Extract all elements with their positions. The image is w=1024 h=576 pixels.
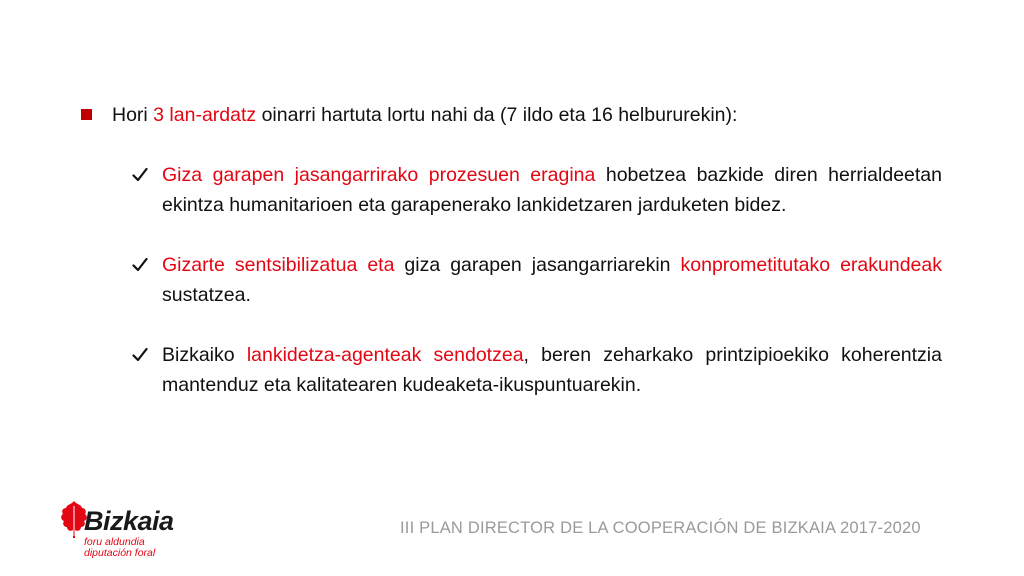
list-item-text-middle: giza garapen jasangarriarekin — [394, 254, 681, 276]
main-bullet-highlight: 3 lan-ardatz — [153, 104, 257, 126]
list-item-highlight: Giza garapen jasangarrirako prozesuen eragina — [162, 164, 596, 186]
checkmark-icon — [132, 160, 162, 190]
checkmark-icon — [132, 250, 162, 280]
main-bullet-part1: Hori — [112, 104, 154, 126]
list-item-text-after: sustatzea. — [162, 284, 251, 306]
list-item-text — [162, 160, 942, 220]
checkmark-icon — [132, 340, 162, 370]
list-item — [132, 250, 942, 310]
footer-title: III PLAN DIRECTOR DE LA COOPERACIÓN DE BIZKAIA 2017-2020 — [400, 519, 921, 537]
list-item-text — [162, 340, 942, 400]
bizkaia-logo — [60, 500, 220, 560]
logo-subtitle-basque: foru aldundia — [84, 536, 145, 548]
square-bullet-icon — [81, 109, 92, 120]
list-item-text — [162, 250, 942, 310]
list-item-text-before: Bizkaiko — [162, 344, 247, 366]
list-item-highlight: Gizarte sentsibilizatua eta — [162, 254, 395, 276]
logo-wordmark: Bizkaia — [84, 506, 174, 536]
main-bullet-text — [112, 100, 737, 130]
main-bullet — [81, 100, 737, 130]
logo-subtitle-spanish: diputación foral — [84, 547, 156, 559]
list-item — [132, 340, 942, 400]
list-item-highlight-2: konprometitutako erakundeak — [680, 254, 942, 276]
sub-bullet-list — [132, 160, 942, 430]
list-item-text-after: , beren zeharkako printzipioekiko koherentzia mantenduz eta kalitatearen kudeaketa-ikuspuntuarekin. — [162, 344, 942, 396]
list-item-highlight: lankidetza-agenteak sendotzea — [246, 344, 524, 366]
list-item-text-after: hobetzea bazkide diren herrialdeetan ekintza humanitarioen eta garapenerako lankidetzaren jarduketen bidez. — [162, 164, 942, 216]
main-bullet-part3: oinarri hartuta lortu nahi da (7 ildo eta 16 helbururekin): — [256, 104, 738, 126]
list-item — [132, 160, 942, 220]
